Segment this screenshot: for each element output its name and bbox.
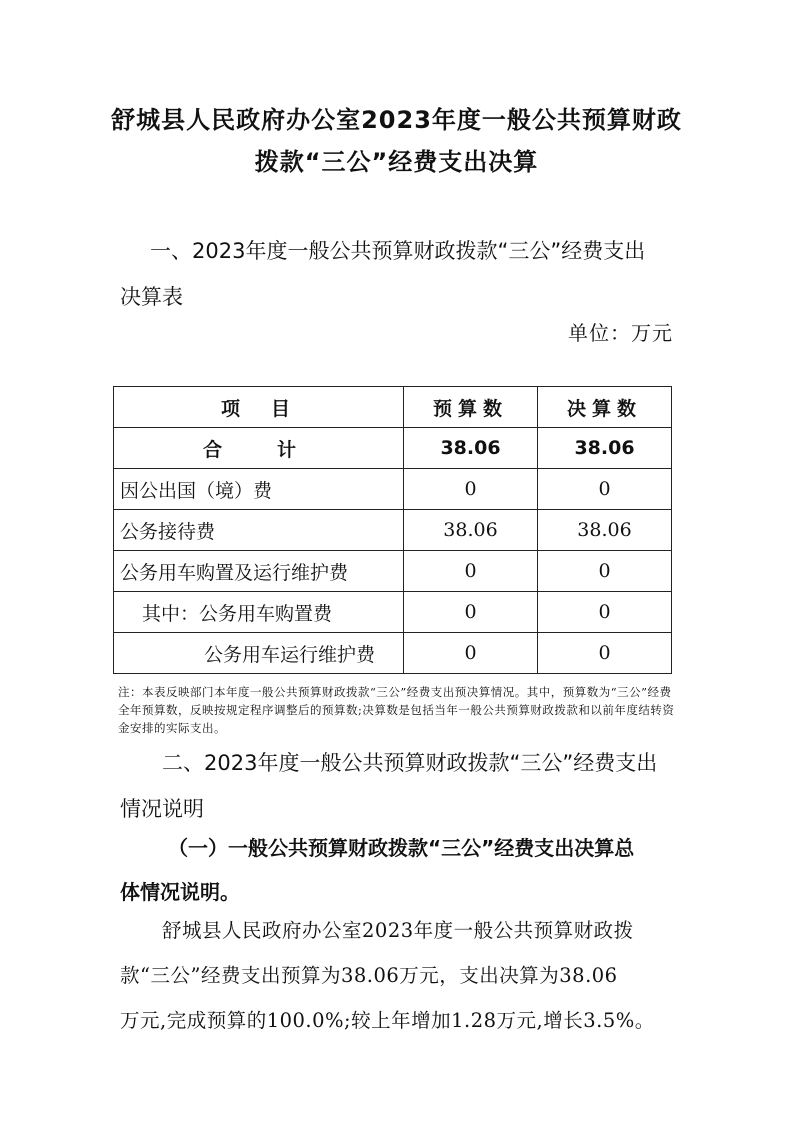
row-budget-value: 38.06 [404,510,538,551]
document-title-line2: 拨款“三公”经费支出决算 [254,148,539,176]
subsection-heading-line1: （一）一般公共预算财政拨款“三公”经费支出决算总 [168,836,635,860]
column-header-actual: 决算数 [538,387,672,428]
table-row [114,551,672,592]
section1-heading [120,228,675,320]
row-budget-value: 0 [404,592,538,633]
table-row [114,633,672,674]
summary-paragraph [120,908,680,1043]
row-label: 公务接待费 [114,510,404,551]
section2-heading-line1: 二、2023年度一般公共预算财政拨款“三公”经费支出 [162,751,658,775]
column-header-budget: 预算数 [404,387,538,428]
row-actual-value: 0 [538,469,672,510]
subsection-heading [120,826,680,914]
document-title-line1: 舒城县人民政府办公室2023年度一般公共预算财政 [111,106,682,134]
three-public-expenses-table [113,386,672,674]
table-header-row [114,387,672,428]
column-header-item: 项 目 [114,387,404,428]
section2-heading [120,740,675,832]
paragraph-line3: 万元,完成预算的100.0%;较上年增加1.28万元,增长3.5%。 [120,1009,655,1032]
section2-heading-line2: 情况说明 [120,797,204,821]
table-footnote: 注：本表反映部门本年度一般公共预算财政拨款“三公”经费支出预决算情况。其中，预算数为“三公”经费全年预算数，反映按规定程序调整后的预算数;决算数是包括当年一般公共预算财政拨款和以前年度结转资金安排的实际支出。 [118,685,675,735]
section1-heading-line1: 一、2023年度一般公共预算财政拨款“三公”经费支出 [150,239,646,263]
table-row-total [114,428,672,469]
row-actual-value: 38.06 [538,510,672,551]
row-actual-value: 38.06 [538,428,672,469]
row-label: 因公出国（境）费 [114,469,404,510]
row-label: 合 计 [114,428,404,469]
row-label: 其中：公务用车购置费 [114,592,404,633]
row-budget-value: 0 [404,469,538,510]
row-budget-value: 38.06 [404,428,538,469]
table-row [114,469,672,510]
row-actual-value: 0 [538,592,672,633]
table-row [114,510,672,551]
row-budget-value: 0 [404,551,538,592]
row-label: 公务用车购置及运行维护费 [114,551,404,592]
table-row [114,592,672,633]
row-actual-value: 0 [538,633,672,674]
paragraph-line2: 款“三公”经费支出预算为38.06万元，支出决算为38.06 [120,964,618,987]
row-budget-value: 0 [404,633,538,674]
subsection-heading-line2: 体情况说明。 [120,880,240,904]
paragraph-line1: 舒城县人民政府办公室2023年度一般公共预算财政拨 [162,919,634,942]
row-label: 公务用车运行维护费 [114,633,404,674]
section1-heading-line2: 决算表 [120,285,183,309]
row-actual-value: 0 [538,551,672,592]
unit-label: 单位：万元 [568,321,673,345]
